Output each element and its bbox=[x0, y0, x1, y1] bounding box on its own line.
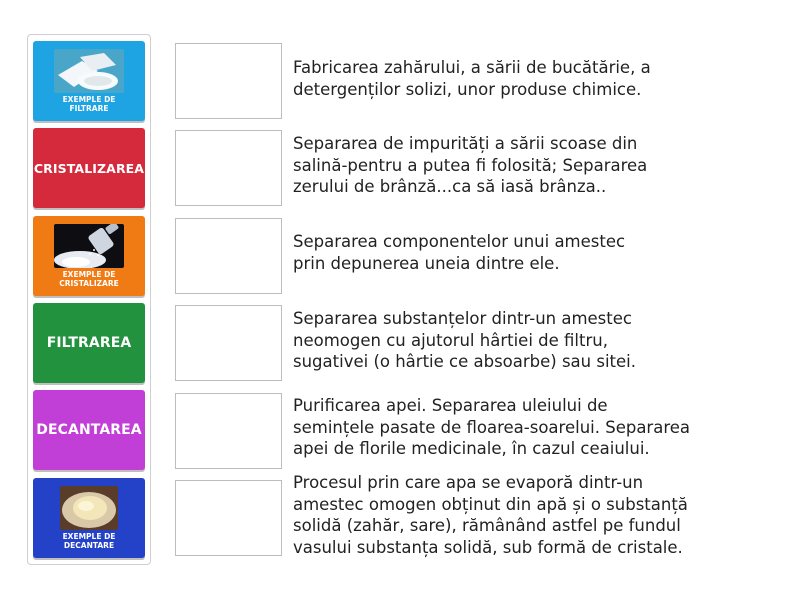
card-decantarea[interactable] bbox=[33, 390, 145, 470]
drop-slot-4[interactable] bbox=[175, 305, 282, 381]
description-3: Separarea componentelor unui amestec prin depunerea uneia dintre ele. bbox=[293, 232, 626, 273]
drop-slot-2[interactable] bbox=[175, 130, 282, 206]
drop-slot-6[interactable] bbox=[175, 480, 282, 556]
card-label: EXEMPLE DE CRISTALIZARE bbox=[59, 270, 119, 288]
card-filtrarea[interactable] bbox=[33, 303, 145, 383]
salt-shaker-image bbox=[54, 224, 124, 268]
description-5: Purificarea apei. Separarea uleiului de semințele pasate de floarea-soarelui. Separarea apei de florile medicinale, în cazul ceaiului. bbox=[293, 396, 691, 458]
description-1: Fabricarea zahărului, a sării de bucătărie, a detergenților solizi, unor produse chimice. bbox=[293, 58, 651, 99]
description-4: Separarea substanțelor dintr-un amestec neomogen cu ajutorul hârtiei de filtru, sugativei (o hârtie ce absoarbe) sau sitei. bbox=[293, 309, 637, 371]
drop-slot-3[interactable] bbox=[175, 218, 282, 294]
card-exemple-de-decantare[interactable] bbox=[33, 478, 145, 558]
filter-papers-image bbox=[54, 49, 124, 93]
card-label: EXEMPLE DE DECANTARE bbox=[62, 532, 116, 550]
card-label: DECANTAREA bbox=[36, 422, 142, 438]
card-exemple-de-cristalizare[interactable] bbox=[33, 216, 145, 296]
card-label: CRISTALIZAREA bbox=[33, 160, 145, 176]
description-2: Separarea de impurități a sării scoase din salină-pentru a putea fi folosită; Separarea zerului de brânză...ca să iasă brânza.. bbox=[293, 134, 648, 196]
card-exemple-de-filtrare[interactable] bbox=[33, 41, 145, 121]
card-label: FILTRAREA bbox=[46, 335, 132, 351]
drop-slot-5[interactable] bbox=[175, 393, 282, 469]
card-cristalizarea[interactable] bbox=[33, 128, 145, 208]
drop-slot-1[interactable] bbox=[175, 43, 282, 119]
description-6: Procesul prin care apa se evaporă dintr-un amestec omogen obținut din apă și o substanță solidă (zahăr, sare), rămânând astfel pe fundul vasului substanța solidă, sub formă de cristale. bbox=[293, 473, 688, 557]
card-label: EXEMPLE DE FILTRARE bbox=[62, 95, 116, 113]
cheese-whey-image bbox=[60, 486, 118, 530]
